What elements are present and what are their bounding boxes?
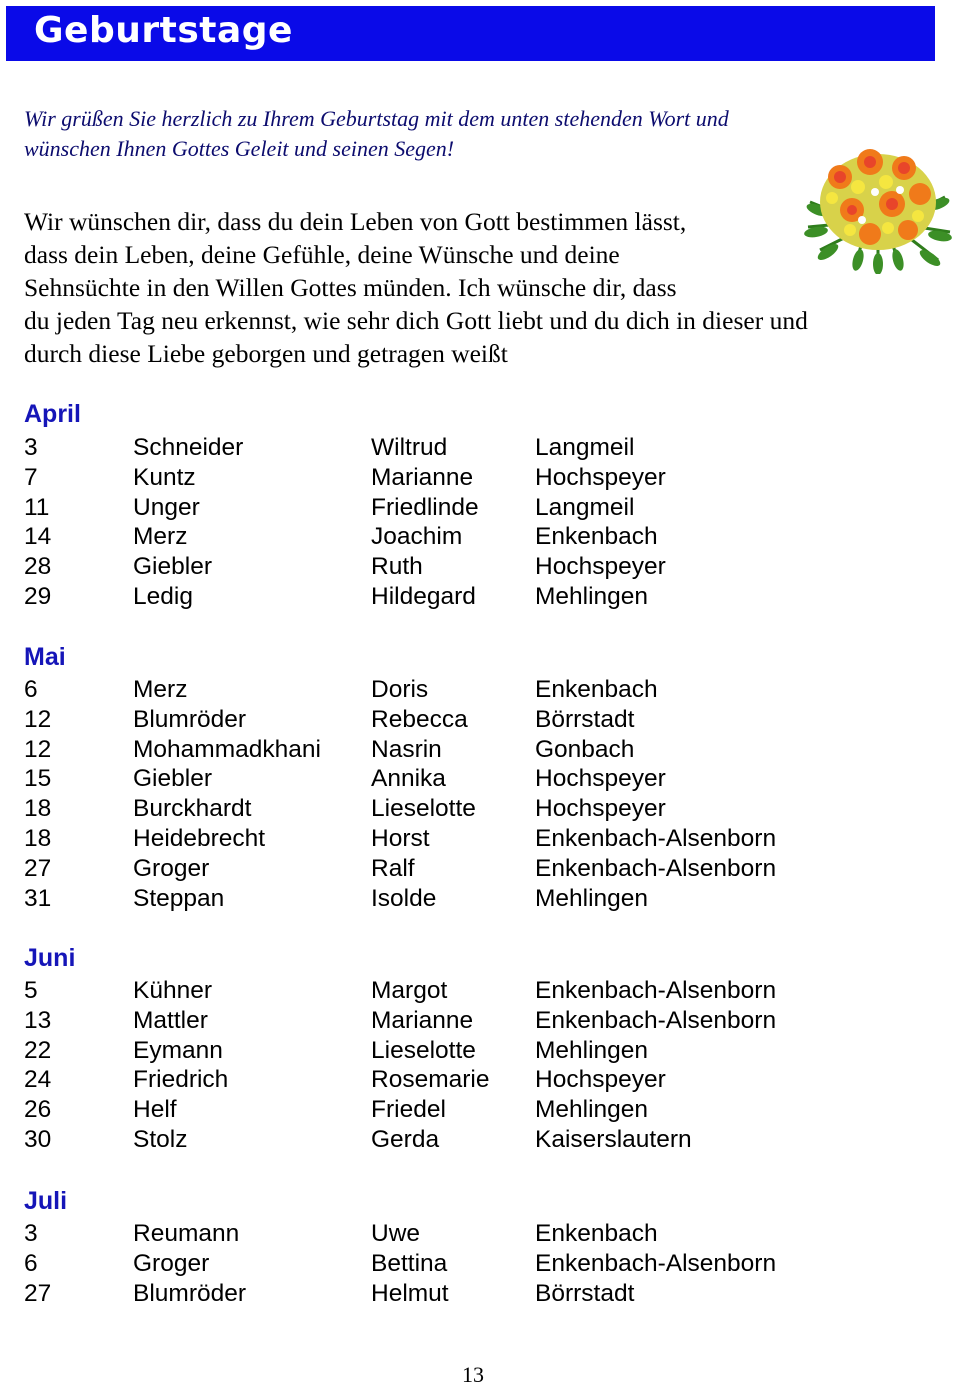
wish-line: Sehnsüchte in den Willen Gottes münden. Ich wünsche dir, dass — [24, 273, 677, 302]
birthday-day: 24 — [24, 1066, 52, 1094]
first-name: Marianne — [371, 463, 474, 491]
place: Mehlingen — [535, 1036, 649, 1064]
last-name: Kuntz — [133, 463, 196, 491]
place: Langmeil — [535, 493, 635, 521]
wish-line: du jeden Tag neu erkennst, wie sehr dich Gott liebt und du dich in dieser und — [24, 306, 808, 335]
birthday-row — [24, 1065, 924, 1095]
place: Enkenbach — [535, 1220, 658, 1247]
first-name: Bettina — [371, 1249, 448, 1277]
last-name: Giebler — [133, 765, 212, 793]
place: Hochspeyer — [535, 553, 666, 581]
place: Kaiserslautern — [535, 1125, 692, 1153]
birthday-day: 15 — [24, 765, 52, 793]
first-name: Ralf — [371, 854, 415, 882]
first-name: Hildegard — [371, 582, 476, 610]
title-bar — [6, 6, 935, 61]
place: Hochspeyer — [535, 795, 666, 823]
first-name: Marianne — [371, 1006, 474, 1034]
birthday-day: 22 — [24, 1036, 52, 1064]
first-name: Friedel — [371, 1096, 446, 1124]
wish-line: Wir wünschen dir, dass du dein Leben von Gott bestimmen lässt, — [24, 207, 687, 236]
last-name: Reumann — [133, 1220, 240, 1247]
first-name: Nasrin — [371, 735, 442, 763]
birthday-day: 7 — [24, 463, 38, 491]
greeting-line: wünschen Ihnen Gottes Geleit und seinen Segen! — [24, 136, 455, 161]
birthday-day: 11 — [24, 493, 50, 521]
first-name: Uwe — [371, 1220, 421, 1247]
last-name: Blumröder — [133, 1279, 247, 1307]
birthday-row — [24, 884, 924, 914]
last-name: Mohammadkhani — [133, 735, 321, 763]
birthday-wish-text — [24, 205, 914, 370]
first-name: Rebecca — [371, 705, 468, 733]
birthday-row — [24, 764, 924, 794]
birthday-day: 12 — [24, 705, 52, 733]
birthday-list-juni — [24, 976, 924, 1155]
last-name: Eymann — [133, 1036, 223, 1064]
first-name: Wiltrud — [371, 434, 448, 461]
birthday-day: 14 — [24, 523, 52, 551]
first-name: Joachim — [371, 523, 463, 551]
last-name: Helf — [133, 1096, 177, 1124]
place: Mehlingen — [535, 582, 649, 610]
birthday-day: 26 — [24, 1096, 52, 1124]
last-name: Ledig — [133, 582, 193, 610]
first-name: Margot — [371, 977, 448, 1004]
birthday-day: 6 — [24, 1249, 38, 1277]
birthday-row — [24, 976, 924, 1006]
last-name: Merz — [133, 676, 188, 703]
first-name: Isolde — [371, 884, 437, 912]
last-name: Blumröder — [133, 705, 247, 733]
birthday-day: 18 — [24, 795, 52, 823]
birthday-day: 12 — [24, 735, 52, 763]
birthday-day: 27 — [24, 1279, 52, 1307]
birthday-row — [24, 433, 924, 463]
birthday-row — [24, 854, 924, 884]
page-title: Geburtstage — [34, 10, 293, 51]
birthday-row — [24, 1279, 924, 1309]
place: Enkenbach — [535, 523, 658, 551]
flower-bouquet-image — [800, 132, 955, 274]
first-name: Annika — [371, 765, 446, 793]
last-name: Kühner — [133, 977, 213, 1004]
place: Enkenbach-Alsenborn — [535, 977, 777, 1004]
last-name: Steppan — [133, 884, 225, 912]
place: Börrstadt — [535, 1279, 635, 1307]
place: Enkenbach-Alsenborn — [535, 1249, 777, 1277]
place: Hochspeyer — [535, 765, 666, 793]
greeting-text — [24, 104, 804, 164]
birthday-day: 13 — [24, 1006, 52, 1034]
last-name: Groger — [133, 854, 210, 882]
first-name: Helmut — [371, 1279, 449, 1307]
birthday-row — [24, 1036, 924, 1066]
first-name: Ruth — [371, 553, 423, 581]
place: Enkenbach-Alsenborn — [535, 854, 777, 882]
month-heading-mai: Mai — [24, 643, 66, 671]
first-name: Rosemarie — [371, 1066, 490, 1094]
birthday-row — [24, 522, 924, 552]
birthday-row — [24, 824, 924, 854]
place: Börrstadt — [535, 705, 635, 733]
last-name: Heidebrecht — [133, 824, 266, 852]
birthday-day: 29 — [24, 582, 52, 610]
birthday-row — [24, 582, 924, 612]
first-name: Friedlinde — [371, 493, 479, 521]
place: Langmeil — [535, 434, 635, 461]
birthday-row — [24, 552, 924, 582]
birthday-row — [24, 675, 924, 705]
place: Hochspeyer — [535, 463, 666, 491]
place: Mehlingen — [535, 884, 649, 912]
month-heading-april: April — [24, 400, 81, 428]
first-name: Gerda — [371, 1125, 440, 1153]
wish-line: durch diese Liebe geborgen und getragen weißt — [24, 339, 508, 368]
last-name: Burckhardt — [133, 795, 252, 823]
place: Enkenbach — [535, 676, 658, 703]
last-name: Giebler — [133, 553, 212, 581]
place: Hochspeyer — [535, 1066, 666, 1094]
birthday-day: 3 — [24, 1220, 38, 1247]
first-name: Lieselotte — [371, 1036, 476, 1064]
birthday-day: 5 — [24, 977, 38, 1004]
first-name: Doris — [371, 676, 429, 703]
last-name: Stolz — [133, 1125, 188, 1153]
birthday-row — [24, 1125, 924, 1155]
birthday-row — [24, 493, 924, 523]
birthday-row — [24, 1095, 924, 1125]
last-name: Merz — [133, 523, 188, 551]
birthday-day: 6 — [24, 676, 38, 703]
last-name: Mattler — [133, 1006, 208, 1034]
page-number: 13 — [462, 1362, 484, 1387]
place: Gonbach — [535, 735, 635, 763]
birthday-day: 3 — [24, 434, 38, 461]
birthday-list-juli — [24, 1219, 924, 1308]
birthday-row — [24, 794, 924, 824]
birthday-list-mai — [24, 675, 924, 913]
birthday-list-april — [24, 433, 924, 612]
month-heading-juni: Juni — [24, 944, 76, 972]
birthday-row — [24, 1249, 924, 1279]
place: Enkenbach-Alsenborn — [535, 824, 777, 852]
last-name: Schneider — [133, 434, 244, 461]
last-name: Friedrich — [133, 1066, 229, 1094]
first-name: Lieselotte — [371, 795, 476, 823]
last-name: Groger — [133, 1249, 210, 1277]
birthday-day: 18 — [24, 824, 52, 852]
birthday-row — [24, 705, 924, 735]
greeting-line: Wir grüßen Sie herzlich zu Ihrem Geburtstag mit dem unten stehenden Wort und — [24, 106, 729, 131]
birthday-day: 28 — [24, 553, 52, 581]
birthday-row — [24, 1006, 924, 1036]
place: Mehlingen — [535, 1096, 649, 1124]
wish-line: dass dein Leben, deine Gefühle, deine Wünsche und deine — [24, 240, 620, 269]
birthday-row — [24, 1219, 924, 1249]
place: Enkenbach-Alsenborn — [535, 1006, 777, 1034]
last-name: Unger — [133, 493, 200, 521]
birthday-row — [24, 463, 924, 493]
birthday-day: 27 — [24, 854, 52, 882]
birthday-day: 31 — [24, 884, 52, 912]
first-name: Horst — [371, 824, 430, 852]
month-heading-juli: Juli — [24, 1187, 68, 1215]
birthday-row — [24, 735, 924, 765]
birthday-day: 30 — [24, 1125, 52, 1153]
